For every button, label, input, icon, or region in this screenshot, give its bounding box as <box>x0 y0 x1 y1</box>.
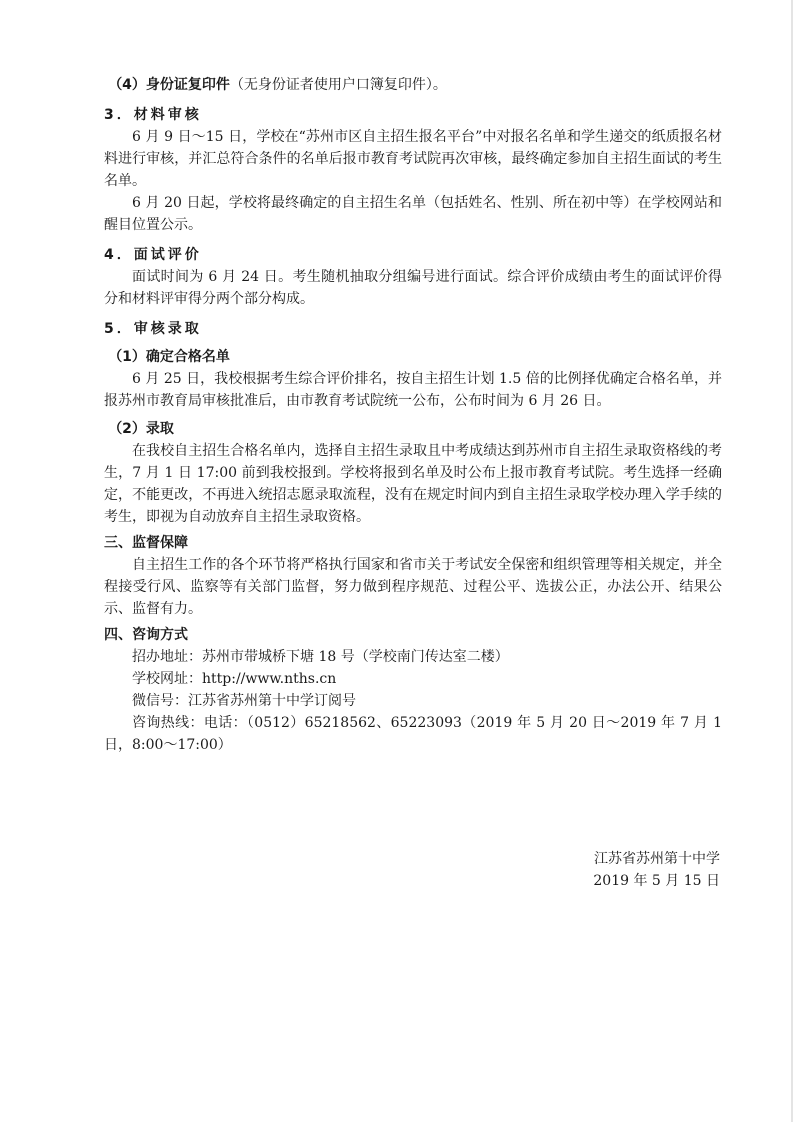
contact-website: 学校网址：http://www.nths.cn <box>132 671 337 687</box>
materials-item-4-note: （无身份证者使用户口簿复印件）。 <box>229 77 447 93</box>
signature-date: 2019 年 5 月 15 日 <box>593 873 720 889</box>
contact-address: 招办地址：苏州市带城桥下塘 18 号（学校南门传达室二楼） <box>132 649 509 665</box>
contact-wechat: 微信号：江苏省苏州第十中学订阅号 <box>132 693 356 709</box>
supervision-paragraph-1: 自主招生工作的各个环节将严格执行国家和省市关于考试安全保密和组织管理等相关规定，并全程接受行风、监察等有关部门监督，努力做到程序规范、过程公平、选拔公正，办法公开、结果公示、监督有力。 <box>104 557 722 617</box>
interview-paragraph-1: 面试时间为 6 月 24 日。考生随机抽取分组编号进行面试。综合评价成绩由考生的面试评价得分和材料评审得分两个部分构成。 <box>104 269 722 307</box>
document-body <box>104 74 722 756</box>
review-paragraph-2: 6 月 20 日起，学校将最终确定的自主招生名单（包括姓名、性别、所在初中等）在学校网站和醒目位置公示。 <box>104 195 722 233</box>
admission-sub2-heading: （2）录取 <box>108 421 174 437</box>
signature-block <box>560 848 720 892</box>
materials-item-4 <box>104 74 722 96</box>
section-heading-supervision: 三、监督保障 <box>104 535 188 551</box>
review-paragraph-1: 6 月 9 日～15 日，学校在“苏州市区自主招生报名平台”中对报名名单和学生递交的纸质报名材料进行审核，并汇总符合条件的名单后报市教育考试院再次审核，最终确定参加自主招生面试的考生名单。 <box>104 129 722 189</box>
section-heading-review: 3．材料审核 <box>104 107 202 123</box>
section-heading-contact: 四、咨询方式 <box>104 627 188 643</box>
signature-school: 江苏省苏州第十中学 <box>594 851 720 867</box>
section-heading-interview: 4．面试评价 <box>104 247 202 263</box>
admission-sub2-text: 在我校自主招生合格名单内，选择自主招生录取且中考成绩达到苏州市自主招生录取资格线的考生，7 月 1 日 17:00 前到我校报到。学校将报到名单及时公布上报市教育考试院。考生选择一经确定，不能更改，不再进入统招志愿录取流程，没有在规定时间内到自主招生录取学校办理入学手续的考生，即视为自动放弃自主招生录取资格。 <box>104 443 722 525</box>
admission-sub1-heading: （1）确定合格名单 <box>108 349 230 365</box>
materials-item-4-label: （4）身份证复印件 <box>108 77 230 93</box>
admission-sub1-text: 6 月 25 日，我校根据考生综合评价排名，按自主招生计划 1.5 倍的比例择优确定合格名单，并报苏州市教育局审核批准后，由市教育考试院统一公布，公布时间为 6 月 26 日。 <box>104 371 722 409</box>
contact-hotline: 咨询热线：电话：（0512）65218562、65223093（2019 年 5 月 20 日～2019 年 7 月 1 日，8:00～17:00） <box>104 715 722 753</box>
section-heading-admission: 5．审核录取 <box>104 321 202 337</box>
